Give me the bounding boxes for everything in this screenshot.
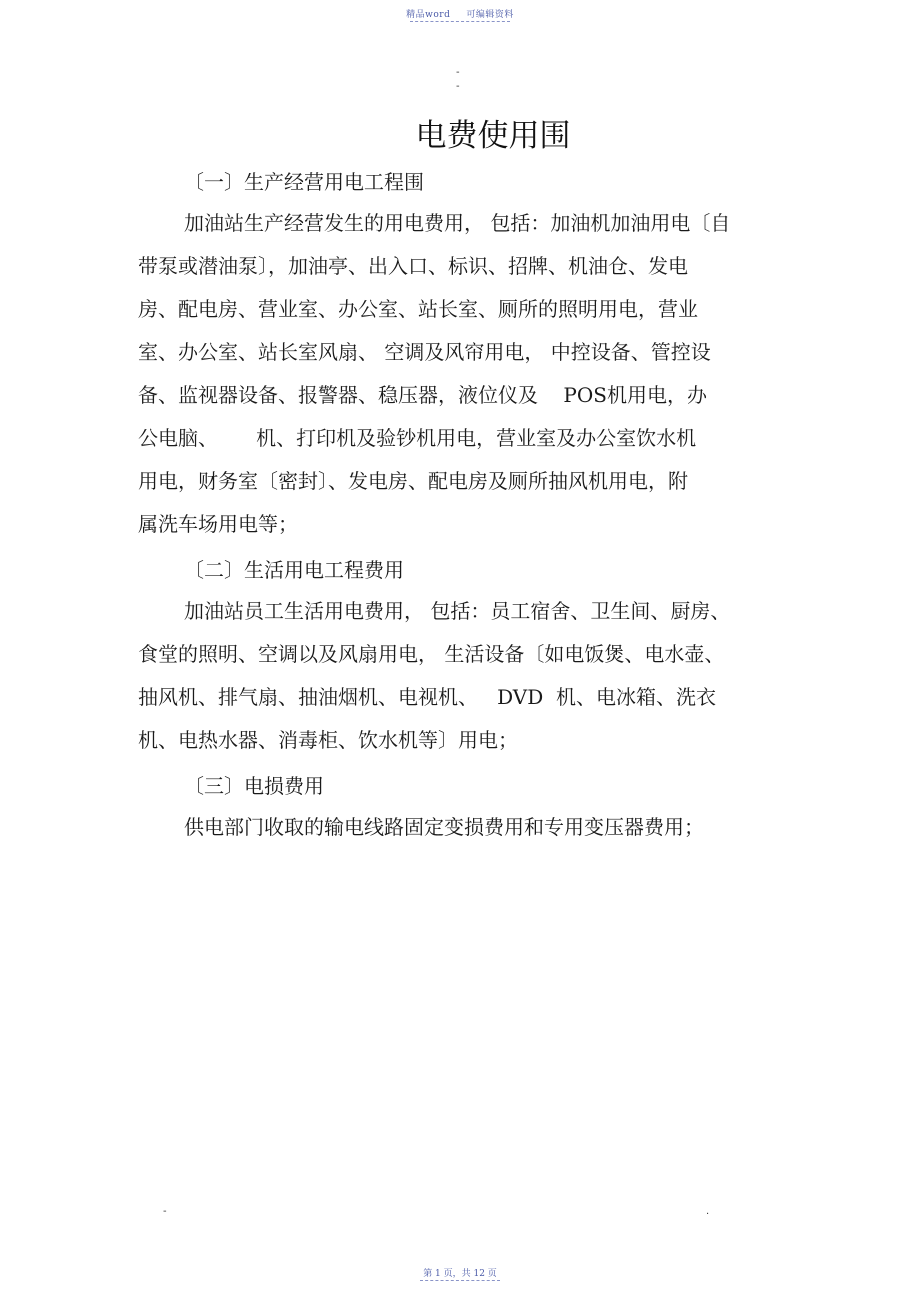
section-heading: 〔一〕生产经营用电工程围 [184, 170, 424, 194]
paragraph-line: 房、配电房、营业室、办公室、站长室、厕所的照明用电，营业 [138, 297, 698, 321]
paragraph-line: 公电脑、 机、打印机及验钞机用电，营业室及办公室饮水机 [138, 426, 697, 450]
section-heading: 〔二〕生活用电工程费用 [184, 558, 404, 582]
paragraph-line: 备、监视器设备、报警器、稳压器，液位仪及 POS机用电，办 [138, 383, 707, 407]
footer-divider [420, 1280, 500, 1281]
header-divider [410, 21, 510, 22]
header-watermark [0, 7, 920, 20]
top-dash-mark: - [456, 81, 460, 92]
paragraph-line: 供电部门收取的输电线路固定变损费用和专用变压器费用； [184, 815, 704, 839]
footer-dash-mark: - [163, 1206, 167, 1217]
paragraph-line: 带泵或潜油泵〕，加油亭、出入口、标识、招牌、机油仓、发电 [138, 254, 688, 278]
paragraph-line: 机、电热水器、消毒柜、饮水机等〕用电； [138, 728, 518, 752]
watermark-right-text: 可编辑资料 [466, 10, 514, 20]
paragraph-line: 抽风机、排气扇、抽油烟机、电视机、 DVD 机、电冰箱、洗衣 [138, 685, 716, 709]
watermark-left-text: 精品word [406, 10, 451, 20]
document-title: 电费使用围 [415, 118, 571, 154]
paragraph-line: 用电，财务室〔密封〕、发电房、配电房及厕所抽风机用电，附 [138, 469, 688, 493]
paragraph-line: 加油站员工生活用电费用， 包括：员工宿舍、卫生间、厨房、 [184, 599, 731, 623]
section-paragraph [138, 590, 788, 762]
section-heading: 〔三〕电损费用 [184, 774, 324, 798]
section-paragraph [138, 806, 788, 849]
paragraph-line: 食堂的照明、空调以及风扇用电， 生活设备〔如电饭煲、电水壶、 [138, 642, 725, 666]
page-number: 第 1 页，共 12 页 [423, 1269, 497, 1279]
paragraph-line: 加油站生产经营发生的用电费用， 包括：加油机加油用电〔自 [184, 211, 731, 235]
document-body [138, 162, 788, 853]
section-paragraph [138, 202, 788, 546]
footer-dot-mark: . [706, 1206, 710, 1217]
paragraph-line: 室、办公室、站长室风扇、 空调及风帘用电， 中控设备、管控设 [138, 340, 711, 364]
paragraph-line: 属洗车场用电等； [138, 512, 298, 536]
top-dash-mark: - [456, 67, 460, 78]
